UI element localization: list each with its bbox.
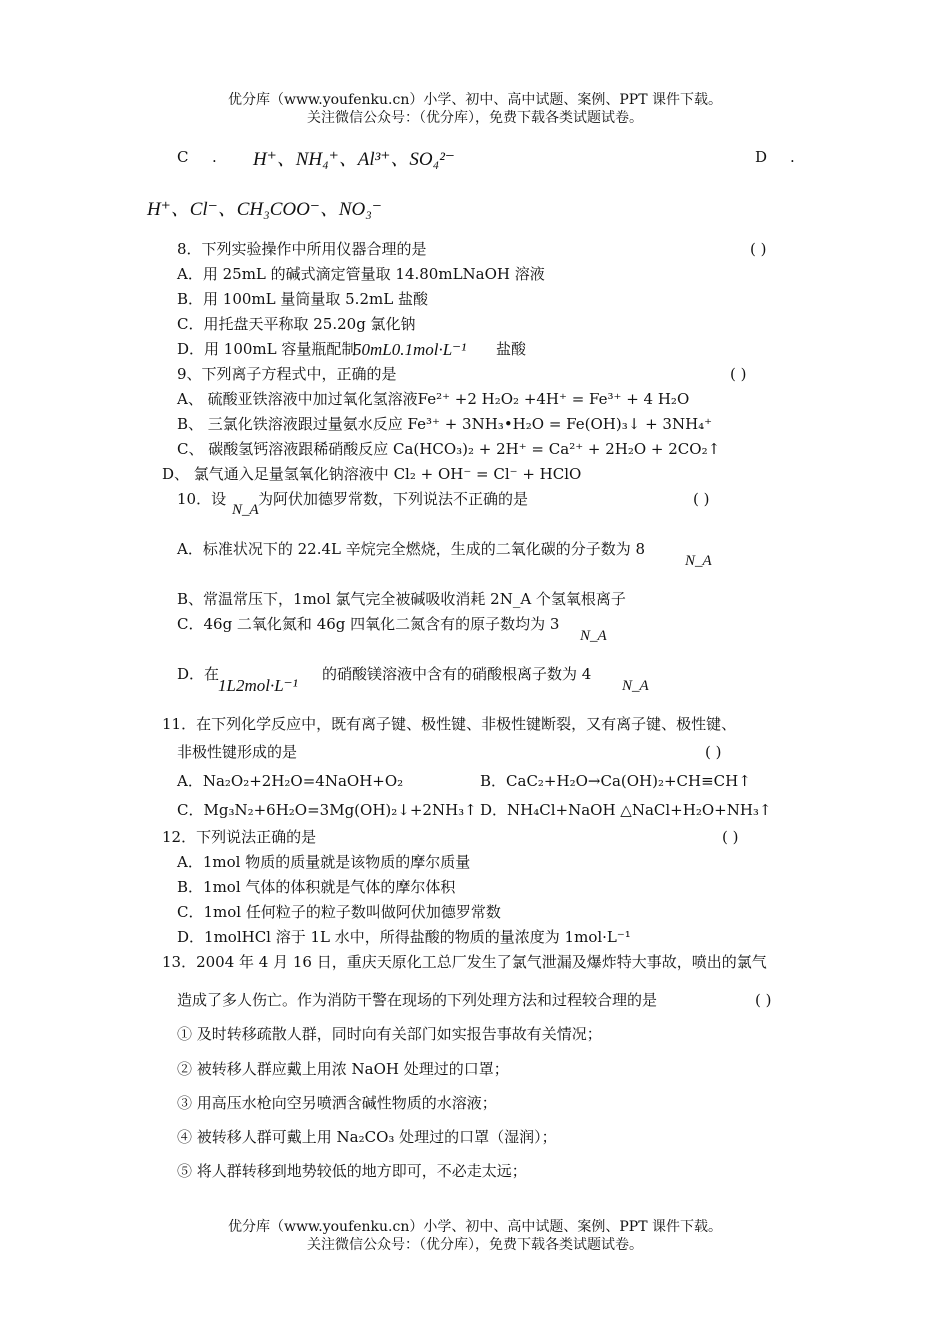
q13-stem-line-1: 13．2004 年 4 月 16 日，重庆天原化工总厂发生了氯气泄漏及爆炸特大事故，喷出的氯气	[162, 953, 767, 971]
q11-answer-paren: ( )	[705, 743, 722, 761]
q8-option-b: B．用 100mL 量筒量取 5.2mL 盐酸	[177, 290, 428, 308]
q9-option-b: B、 三氯化铁溶液跟过量氨水反应 Fe³⁺ + 3NH₃•H₂O = Fe(OH)₃↓ + 3NH₄⁺	[177, 415, 713, 433]
q8-answer-paren: ( )	[750, 240, 767, 258]
q12-option-b: B．1mol 气体的体积就是气体的摩尔体积	[177, 878, 456, 896]
header-line-1: 优分库（www.youfenku.cn）小学、初中、高中试题、案例、PPT 课件下载。	[227, 92, 722, 108]
q10-option-d-prefix: D．在	[177, 665, 220, 683]
q13-option-5: ⑤ 将人群转移到地势较低的地方即可，不必走太远；	[177, 1162, 527, 1180]
q10-option-d-formula: 1L2mol·L⁻¹	[218, 676, 298, 695]
q11-option-b: B．CaC₂+H₂O→Ca(OH)₂+CH≡CH↑	[480, 772, 751, 790]
q10-option-b: B、常温常压下，1mol 氯气完全被碱吸收消耗 2N_A 个氢氧根离子	[177, 590, 626, 608]
q10-stem-prefix: 10．设	[177, 490, 227, 508]
q11-option-d: D．NH₄Cl+NaOH △NaCl+H₂O+NH₃↑	[480, 801, 772, 819]
q12-option-d: D．1molHCl 溶于 1L 水中，所得盐酸的物质的量浓度为 1mol·L⁻¹	[177, 928, 631, 946]
q10-stem-suffix: 为阿伏加德罗常数，下列说法不正确的是	[258, 490, 529, 508]
q9-option-d: D、 氯气通入足量氢氧化钠溶液中 Cl₂ + OH⁻ = Cl⁻ + HClO	[162, 465, 582, 483]
q7-d-ions: H⁺、Cl⁻、CH₃COO⁻、NO₃⁻	[147, 199, 382, 220]
q7-c-label: C	[177, 148, 189, 166]
q10-na-symbol: N_A	[232, 502, 259, 518]
q9-stem: 9、下列离子方程式中，正确的是	[177, 365, 397, 383]
q9-option-c: C、 碳酸氢钙溶液跟稀硝酸反应 Ca(HCO₃)₂ + 2H⁺ = Ca²⁺ + 2H₂O + 2CO₂↑	[177, 440, 721, 458]
q7-d-dot: .	[790, 148, 795, 166]
header-line-2: 关注微信公众号：（优分库），免费下载各类试题试卷。	[307, 110, 643, 126]
q7-c-dot: .	[212, 148, 217, 166]
q8-option-d-prefix: D．用 100mL 容量瓶配制	[177, 340, 357, 358]
q8-option-a: A．用 25mL 的碱式滴定管量取 14.80mLNaOH 溶液	[177, 265, 545, 283]
q9-answer-paren: ( )	[730, 365, 747, 383]
q11-option-c: C．Mg₃N₂+6H₂O=3Mg(OH)₂↓+2NH₃↑	[177, 801, 477, 819]
q10-answer-paren: ( )	[693, 490, 710, 508]
q13-option-2: ② 被转移人群应戴上用浓 NaOH 处理过的口罩；	[177, 1060, 509, 1078]
q13-stem-line-2: 造成了多人伤亡。作为消防干警在现场的下列处理方法和过程较合理的是	[177, 991, 658, 1009]
q10-option-d-suffix: 的硝酸镁溶液中含有的硝酸根离子数为 4	[322, 665, 592, 683]
q11-stem-line-1: 11．在下列化学反应中，既有离子键、极性键、非极性键断裂，又有离子键、极性键、	[162, 715, 737, 733]
q13-answer-paren: ( )	[755, 991, 772, 1009]
q10-option-c: C．46g 二氧化氮和 46g 四氧化二氮含有的原子数均为 3	[177, 615, 560, 633]
q13-option-1: ① 及时转移疏散人群，同时向有关部门如实报告事故有关情况；	[177, 1025, 602, 1043]
q11-option-a: A．Na₂O₂+2H₂O=4NaOH+O₂	[177, 772, 404, 790]
q13-option-4: ④ 被转移人群可戴上用 Na₂CO₃ 处理过的口罩（湿润）；	[177, 1128, 557, 1146]
q7-c-ions: H⁺、NH₄⁺、Al³⁺、SO₄²⁻	[253, 149, 455, 170]
q9-option-a: A、 硫酸亚铁溶液中加过氧化氢溶液Fe²⁺ +2 H₂O₂ +4H⁺ = Fe³⁺ + 4 H₂O	[177, 390, 690, 408]
q10-option-d-na: N_A	[622, 678, 649, 694]
q12-option-c: C．1mol 任何粒子的粒子数叫做阿伏加德罗常数	[177, 903, 501, 921]
q8-stem: 8．下列实验操作中所用仪器合理的是	[177, 240, 427, 258]
q8-option-d-formula: 50mL0.1mol·L⁻¹	[353, 340, 467, 359]
q12-answer-paren: ( )	[722, 828, 739, 846]
footer-line-2: 关注微信公众号：（优分库），免费下载各类试题试卷。	[307, 1237, 643, 1253]
q10-option-a-na: N_A	[685, 553, 712, 569]
q8-option-c: C．用托盘天平称取 25.20g 氯化钠	[177, 315, 416, 333]
q7-d-label: D	[755, 148, 768, 166]
q13-option-3: ③ 用高压水枪向空另喷洒含碱性物质的水溶液；	[177, 1094, 497, 1112]
footer-line-1: 优分库（www.youfenku.cn）小学、初中、高中试题、案例、PPT 课件下载。	[227, 1219, 722, 1235]
q10-option-a: A．标准状况下的 22.4L 辛烷完全燃烧，生成的二氧化碳的分子数为 8	[177, 540, 646, 558]
q11-stem-line-2: 非极性键形成的是	[177, 743, 298, 761]
q8-option-d-suffix: 盐酸	[496, 340, 527, 358]
q12-option-a: A．1mol 物质的质量就是该物质的摩尔质量	[177, 853, 471, 871]
q10-option-c-na: N_A	[580, 628, 607, 644]
q12-stem: 12．下列说法正确的是	[162, 828, 317, 846]
